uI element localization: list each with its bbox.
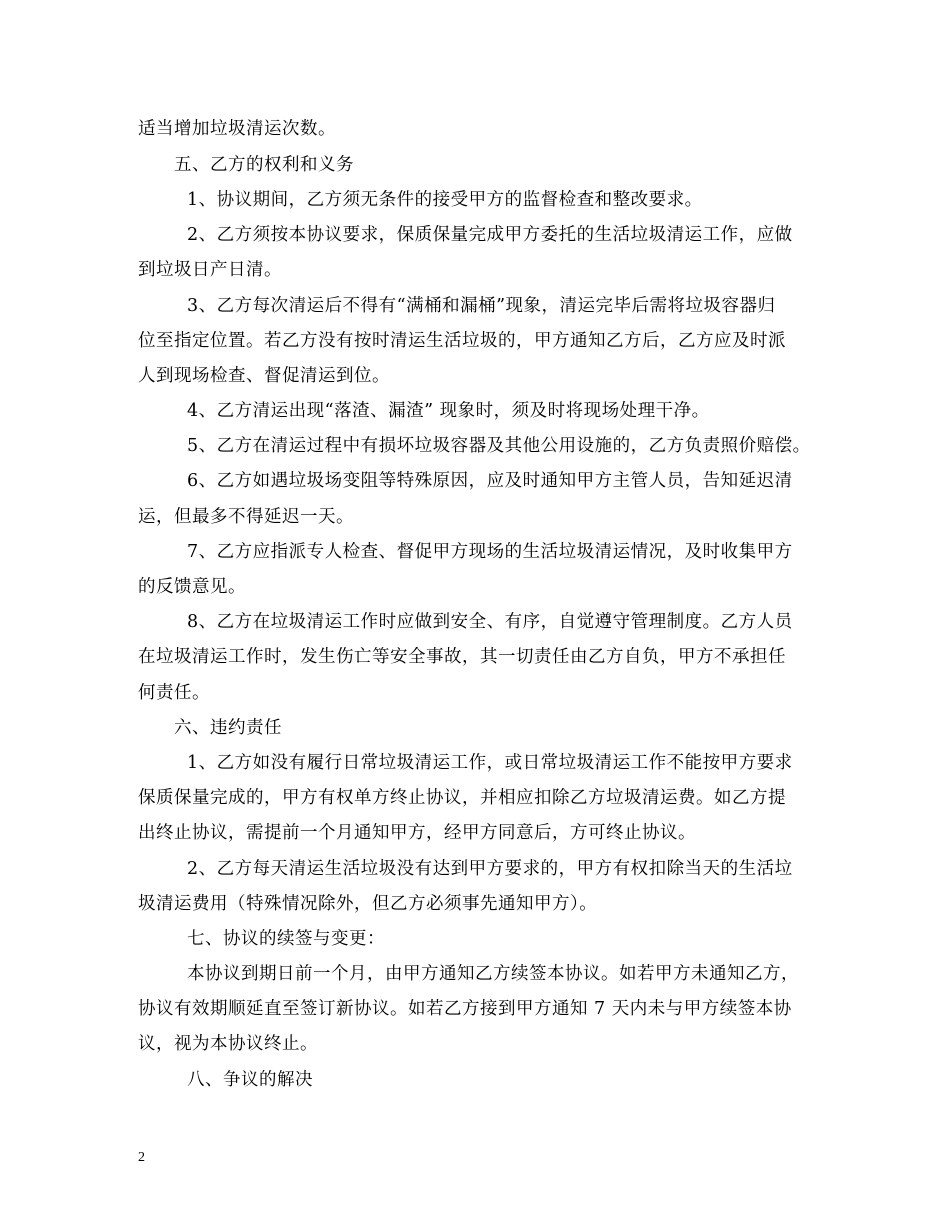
section-heading: 六、违约责任 <box>174 718 282 738</box>
section-heading: 五、乙方的权利和义务 <box>174 155 354 175</box>
text-line: 5、乙方在清运过程中有损坏垃圾容器及其他公用设施的，乙方负责照价赔偿。 <box>187 436 811 456</box>
text-line: 1、乙方如没有履行日常垃圾清运工作，或日常垃圾清运工作不能按甲方要求 <box>187 753 793 773</box>
text-line: 的反馈意见。 <box>138 577 246 597</box>
section-heading: 七、协议的续签与变更： <box>187 929 385 949</box>
text-line: 6、乙方如遇垃圾场变阻等特殊原因，应及时通知甲方主管人员，告知延迟清 <box>187 471 793 491</box>
text-line: 议，视为本协议终止。 <box>138 1034 318 1054</box>
text-line: 2、乙方每天清运生活垃圾没有达到甲方要求的，甲方有权扣除当天的生活垃 <box>187 859 793 879</box>
text-line: 何责任。 <box>138 683 210 703</box>
text-line: 2、乙方须按本协议要求，保质保量完成甲方委托的生活垃圾清运工作，应做 <box>187 225 793 245</box>
section-heading: 八、争议的解决 <box>187 1070 313 1090</box>
text-line: 协议有效期顺延直至签订新协议。如若乙方接到甲方通知 7 天内未与甲方续签本协 <box>138 999 792 1019</box>
text-line: 人到现场检查、督促清运到位。 <box>138 366 390 386</box>
text-line: 到垃圾日产日清。 <box>138 260 282 280</box>
page-number: 2 <box>138 1150 145 1165</box>
text-line: 圾清运费用（特殊情况除外，但乙方必须事先通知甲方）。 <box>138 894 598 914</box>
text-line: 在垃圾清运工作时，发生伤亡等安全事故，其一切责任由乙方自负，甲方不承担任 <box>138 647 786 667</box>
text-line: 4、乙方清运出现“落渣、漏渣” 现象时，须及时将现场处理干净。 <box>187 401 710 421</box>
text-line: 保质保量完成的，甲方有权单方终止协议，并相应扣除乙方垃圾清运费。如乙方提 <box>138 788 786 808</box>
text-line: 1、协议期间，乙方须无条件的接受甲方的监督检查和整改要求。 <box>187 190 703 210</box>
text-line: 3、乙方每次清运后不得有“满桶和漏桶”现象，清运完毕后需将垃圾容器归 <box>187 296 776 316</box>
text-line: 出终止协议，需提前一个月通知甲方，经甲方同意后，方可终止协议。 <box>138 823 696 843</box>
text-line: 位至指定位置。若乙方没有按时清运生活垃圾的，甲方通知乙方后，乙方应及时派 <box>138 331 786 351</box>
text-line: 适当增加垃圾清运次数。 <box>138 119 336 139</box>
text-line: 7、乙方应指派专人检查、督促甲方现场的生活垃圾清运情况，及时收集甲方 <box>187 542 793 562</box>
text-line: 运，但最多不得延迟一天。 <box>138 507 354 527</box>
text-line: 本协议到期日前一个月，由甲方通知乙方续签本协议。如若甲方未通知乙方， <box>187 964 799 984</box>
text-line: 8、乙方在垃圾清运工作时应做到安全、有序，自觉遵守管理制度。乙方人员 <box>187 612 793 632</box>
